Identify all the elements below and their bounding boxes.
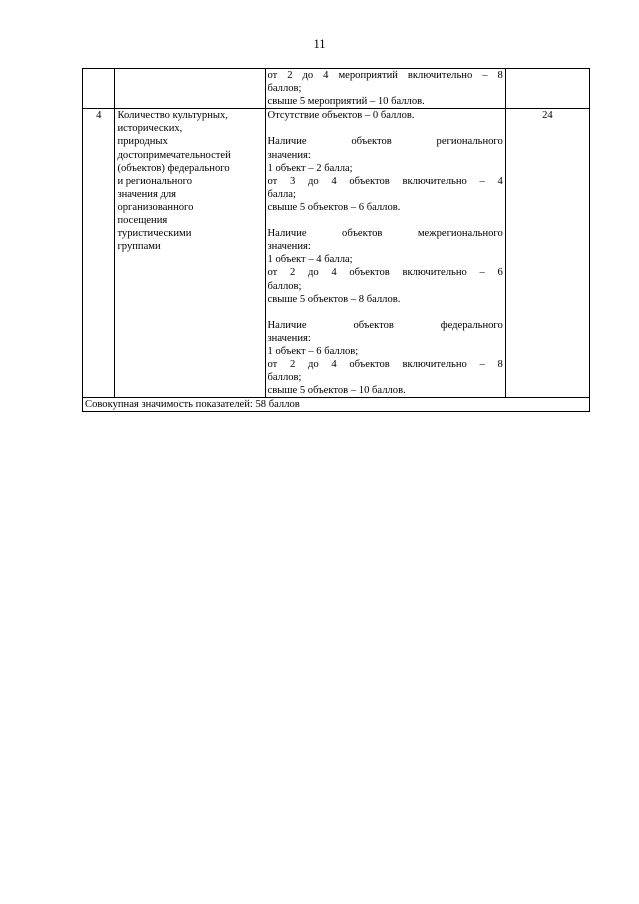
- number-cell: [83, 69, 115, 109]
- scoring-federal-heading: Наличие объектов федерального: [267, 319, 503, 331]
- number-cell: 4: [83, 109, 115, 398]
- indicator-name-line: (объектов) федерального: [117, 162, 230, 174]
- indicator-name-line: Количество культурных,: [117, 110, 228, 122]
- score-cell: [505, 69, 589, 109]
- scoring-line: баллов;: [267, 280, 302, 292]
- scoring-line: баллов;: [267, 83, 302, 95]
- indicator-name-cell: [115, 69, 265, 109]
- scoring-cell: [265, 109, 505, 398]
- scoring-line: 1 объект – 6 баллов;: [267, 345, 359, 357]
- indicator-name-line: туристическими: [117, 228, 192, 240]
- total-significance-cell: Совокупная значимость показателей: 58 баллов: [83, 398, 590, 412]
- scoring-line: от 2 до 4 мероприятий включительно – 8: [267, 70, 503, 81]
- scoring-line: 1 объект – 2 балла;: [267, 162, 353, 174]
- scoring-line: свыше 5 мероприятий – 10 баллов.: [267, 96, 425, 108]
- page-number: 11: [313, 37, 326, 51]
- scoring-line: 1 объект – 4 балла;: [267, 254, 353, 266]
- scoring-line: свыше 5 объектов – 6 баллов.: [267, 201, 401, 213]
- indicator-name-line: и регионального: [117, 175, 192, 187]
- table-row-4: [83, 109, 590, 398]
- indicator-name-cell: [115, 109, 265, 398]
- table-row-total: [83, 398, 590, 412]
- indicator-name-line: организованного: [117, 201, 194, 213]
- scoring-line: от 2 до 4 объектов включительно – 6: [267, 267, 503, 279]
- scoring-line: значения:: [267, 332, 311, 344]
- scoring-line: балла;: [267, 188, 296, 200]
- scoring-cell: [265, 69, 505, 109]
- score-cell: 24: [505, 109, 589, 398]
- indicator-name-line: природных: [117, 136, 168, 148]
- scoring-line: от 3 до 4 объектов включительно – 4: [267, 175, 503, 187]
- indicator-name-line: группами: [117, 241, 161, 253]
- criteria-table: [82, 68, 590, 412]
- scoring-line: значения:: [267, 241, 311, 253]
- indicator-name-line: достопримечательностей: [117, 149, 231, 161]
- scoring-regional-heading: Наличие объектов регионального: [267, 136, 503, 148]
- scoring-absence-line: Отсутствие объектов – 0 баллов.: [267, 110, 415, 122]
- scoring-interregional-heading: Наличие объектов межрегионального: [267, 228, 503, 240]
- scoring-line: свыше 5 объектов – 10 баллов.: [267, 385, 406, 397]
- indicator-name-line: посещения: [117, 215, 168, 227]
- table-row-continued: [83, 69, 590, 109]
- indicator-name-line: исторических,: [117, 123, 183, 135]
- scoring-line: свыше 5 объектов – 8 баллов.: [267, 293, 401, 305]
- indicator-name-line: значения для: [117, 188, 177, 200]
- scoring-line: от 2 до 4 объектов включительно – 8: [267, 359, 503, 371]
- scoring-line: баллов;: [267, 372, 302, 384]
- scoring-line: значения:: [267, 149, 311, 161]
